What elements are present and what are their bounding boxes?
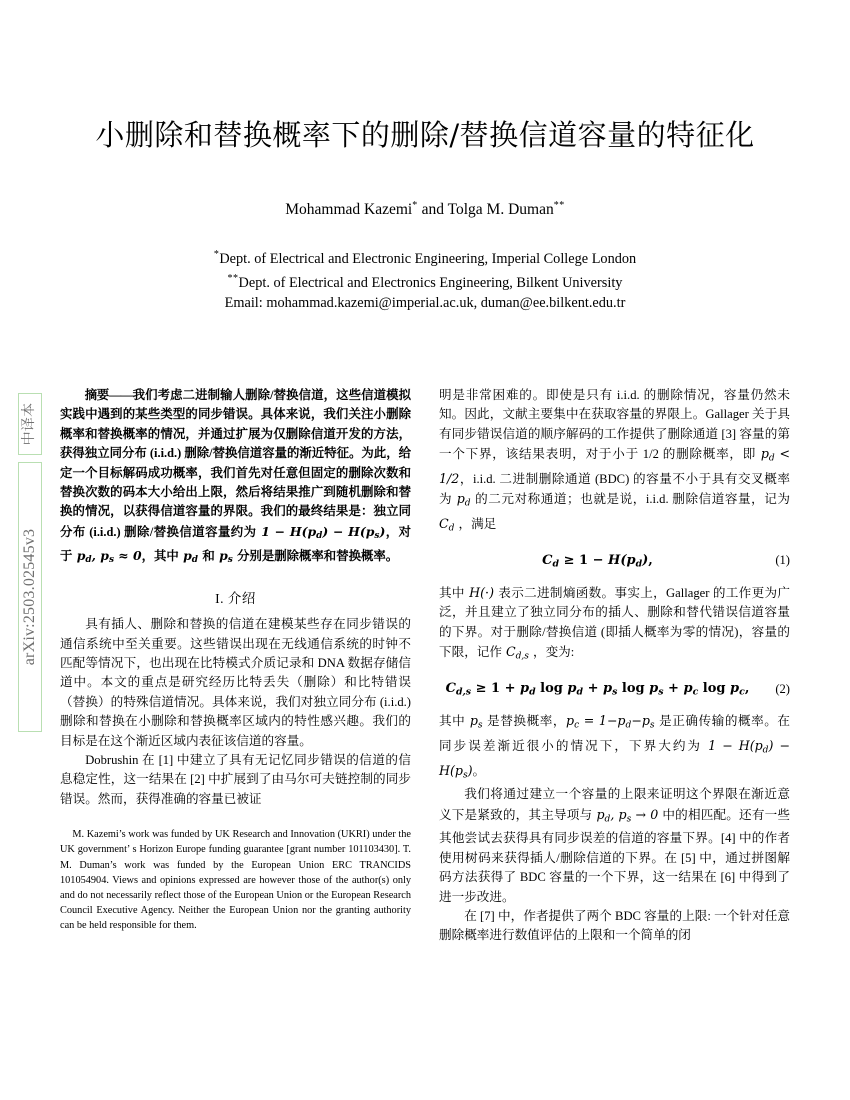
two-column-body	[60, 386, 790, 946]
right-p3-math-2: $p_c = 1-p_d-p_s$	[566, 713, 655, 731]
right-p3-text-1: 其中	[439, 714, 466, 729]
right-p2-math-2: $C_{d,s}$	[505, 644, 529, 662]
right-p1-text-2: ，i.i.d. 二进制删除通道 (BDC) 的容量不小于具有交叉概率为	[439, 471, 790, 507]
right-paragraph-3	[439, 711, 790, 785]
right-p3-math-3: $1 - H(p_d) - H(p_s)$	[439, 737, 790, 780]
left-paragraph-2: Dobrushin 在 [1] 中建立了具有无记忆同步错误的信道的信息稳定性，这一结果在 [2] 中扩展到了由马尔可夫链控制的同步错误。然而，获得准确的容量已被证	[60, 752, 411, 806]
left-column	[60, 386, 411, 946]
abstract-paragraph	[60, 386, 411, 571]
left-paragraph-1: 具有插人、删除和替换的信道在建模某些存在同步错误的通信系统中至关重要。这些错误出现在无线通信系统的时钟不匹配等情况下，也出现在比特模式介质记录和 DNA 数据存储信道中。本文的重点是研究经历比特丢失（删除）和比特错误（替换）的特殊信道情况。具体来说，我们对独立同分布 (i.i.d.) 删除和替换在小删除和替换概率区域内的特性感兴趣。我们的目标是在这个渐近区域内表征该信道的容量。	[60, 617, 411, 748]
equation-2	[439, 681, 790, 697]
author-second-name: Tolga M. Duman	[447, 201, 554, 219]
right-p4-math-1: $p_d$, $p_s \to 0$	[596, 806, 663, 824]
right-p2-text-1: 其中	[439, 585, 465, 600]
title-block	[60, 0, 790, 313]
abstract-math-1: $1 - H(p_d) - H(p_s)$	[256, 523, 386, 542]
right-p2-math-1: H(·)	[469, 584, 499, 600]
equation-2-body: $C_{d,s} \ge 1 + p_d$ $\log p_d + p_s$ $\log p_s + p_c$ $\log p_c$,	[445, 680, 750, 698]
right-paragraph-4	[439, 785, 790, 907]
abstract-text-5: 分别是删除概率和替换概率。	[237, 549, 399, 564]
equation-2-number: (2)	[775, 681, 790, 696]
right-p4-text-1: 我们将通过建立一个容量的上限来证明这个界限在渐近意义下是紧致的，其主导项与	[439, 787, 790, 822]
right-p1-text-1: 明是非常困难的。即使是只有 i.i.d. 的删除情况，容量仍然未知。因此，文献主要集中在获取容量的界限上。Gallager 关于具有同步错误信道的顺序解码的工作提供了删除通道 [3] 容量的第一个下界，该结果表明，对于小于 1/2 的删除概率，即	[439, 388, 790, 462]
email-line: Email: mohammad.kazemi@imperial.ac.uk, duman@ee.bilkent.edu.tr	[224, 294, 626, 311]
equation-1	[439, 553, 790, 569]
right-p1-math-2: $p_d$	[456, 491, 471, 509]
affiliation-2-text: Dept. of Electrical and Electronics Engineering, Bilkent University	[238, 274, 623, 291]
abstract-label: 摘要——	[84, 388, 133, 402]
page-title: 小删除和替换概率下的删除/替换信道容量的特征化	[95, 118, 755, 152]
right-p1-text-4: ，满足	[458, 516, 497, 531]
translation-badge: 中译本	[18, 393, 42, 455]
abstract-math-2: $p_d$, $p_s \approx 0$	[76, 548, 142, 566]
equation-1-number: (1)	[775, 553, 790, 568]
right-p1-text-3: 的二元对称通道；也就是说，i.i.d. 删除信道容量，记为	[475, 492, 790, 507]
author-second-footnote-mark: **	[553, 200, 565, 211]
right-column	[439, 386, 790, 946]
right-p3-text-2: 是替换概率，	[487, 714, 566, 729]
arxiv-sidebar-stamp	[0, 0, 60, 1100]
right-paragraph-1	[439, 386, 790, 539]
author-line	[60, 200, 790, 219]
affiliation-2	[60, 269, 790, 293]
abstract-math-4: $p_s$	[219, 548, 233, 566]
right-paragraph-5: 在 [7] 中，作者提供了两个 BDC 容量的上限: 一个针对任意删除概率进行数值评估的上限和一个简单的闭	[439, 908, 790, 943]
abstract-text-4: 和	[202, 549, 215, 564]
section-number: I.	[215, 591, 224, 607]
affiliation-1	[60, 245, 790, 269]
right-p1-math-3: $C_d$	[439, 515, 455, 534]
abstract-math-3: $p_d$	[183, 548, 199, 566]
section-title: 介绍	[227, 591, 256, 607]
affiliation-block	[60, 245, 790, 313]
section-heading-introduction	[60, 587, 411, 607]
right-p3-text-4: 。	[472, 763, 486, 778]
abstract-text-2: ，对于	[60, 524, 412, 564]
paper-page	[60, 0, 790, 1100]
author-conjunction: and	[417, 201, 448, 219]
right-p2-text-3: ，变为:	[532, 645, 575, 660]
right-p4-text-2: 中的相匹配。还有一些其他尝试去获得具有同步误差的信道的容量下界。[4] 中的作者使用树码来获得插人/删除信道的下界。在 [5] 中，通过拼图解码方法获得了 BDC 容量的一个下界，这一结果在 [6] 中得到了进一步改进。	[439, 807, 790, 904]
abstract-text-1: 我们考虑二进制输人删除/替换信道，这些信道模拟实践中遇到的某些类型的同步错误。具体来说，我们关注小删除概率和替换概率的情况，并通过扩展为仅删除信道开发的方法，获得独立同分布 (i.i.d.) 删除/替换信道容量的渐近特征。为此，给定一个目标解码成功概率，我们首先对任意但固定的删除次数和替换次数的码本大小给出上限，然后将结果推广到随机删除和替换的情况，以获得信道容量的界限。我们的最终结果是：独立同分布 (i.i.d.) 删除/替换信道容量约为	[60, 388, 412, 539]
arxiv-id-label: arXiv:2503.02545v3	[18, 462, 42, 732]
author-first-name: Mohammad Kazemi	[285, 201, 413, 219]
right-p1-math-1: $p_d < 1/2$	[439, 446, 790, 486]
affiliation-1-text: Dept. of Electrical and Electronic Engineering, Imperial College London	[219, 250, 637, 267]
funding-footnote	[60, 827, 411, 933]
right-p3-text-3: 是正确传输的概率。在同步误差渐近很小的情况下，下界大约为	[439, 714, 791, 753]
right-p3-math-1: $p_s$	[469, 713, 483, 731]
right-paragraph-2	[439, 583, 790, 667]
right-p2-text-2: 表示二进制熵函数。事实上，Gallager 的工作更为广泛，并且建立了独立同分布的插人、删除和替代错误信道容量的下界。对于删除/替换信道 (即插人概率为零的情况)，容量的下限，记作	[439, 585, 790, 660]
affiliation-2-mark: **	[227, 272, 239, 284]
equation-1-body: $C_d \ge 1 - H(p_d)$,	[542, 552, 653, 569]
affiliation-1-mark: *	[213, 249, 220, 261]
abstract-text-3: ，其中	[141, 549, 179, 564]
footnote-text: M. Kazemi’s work was funded by UK Research and Innovation (UKRI) under the UK government’ s Horizon Europe funding guarantee [grant number 101103430]. T. M. Duman’s work was funded by the European Union ERC TRANCIDS 101054904. Views and opinions expressed are however those of the author(s) only and do not necessarily reflect those of the European Union or the European Research Council Executive Agency. Neither the European Union nor the granting authority can be held responsible for them.	[60, 829, 411, 932]
author-first-footnote-mark: *	[412, 200, 418, 211]
